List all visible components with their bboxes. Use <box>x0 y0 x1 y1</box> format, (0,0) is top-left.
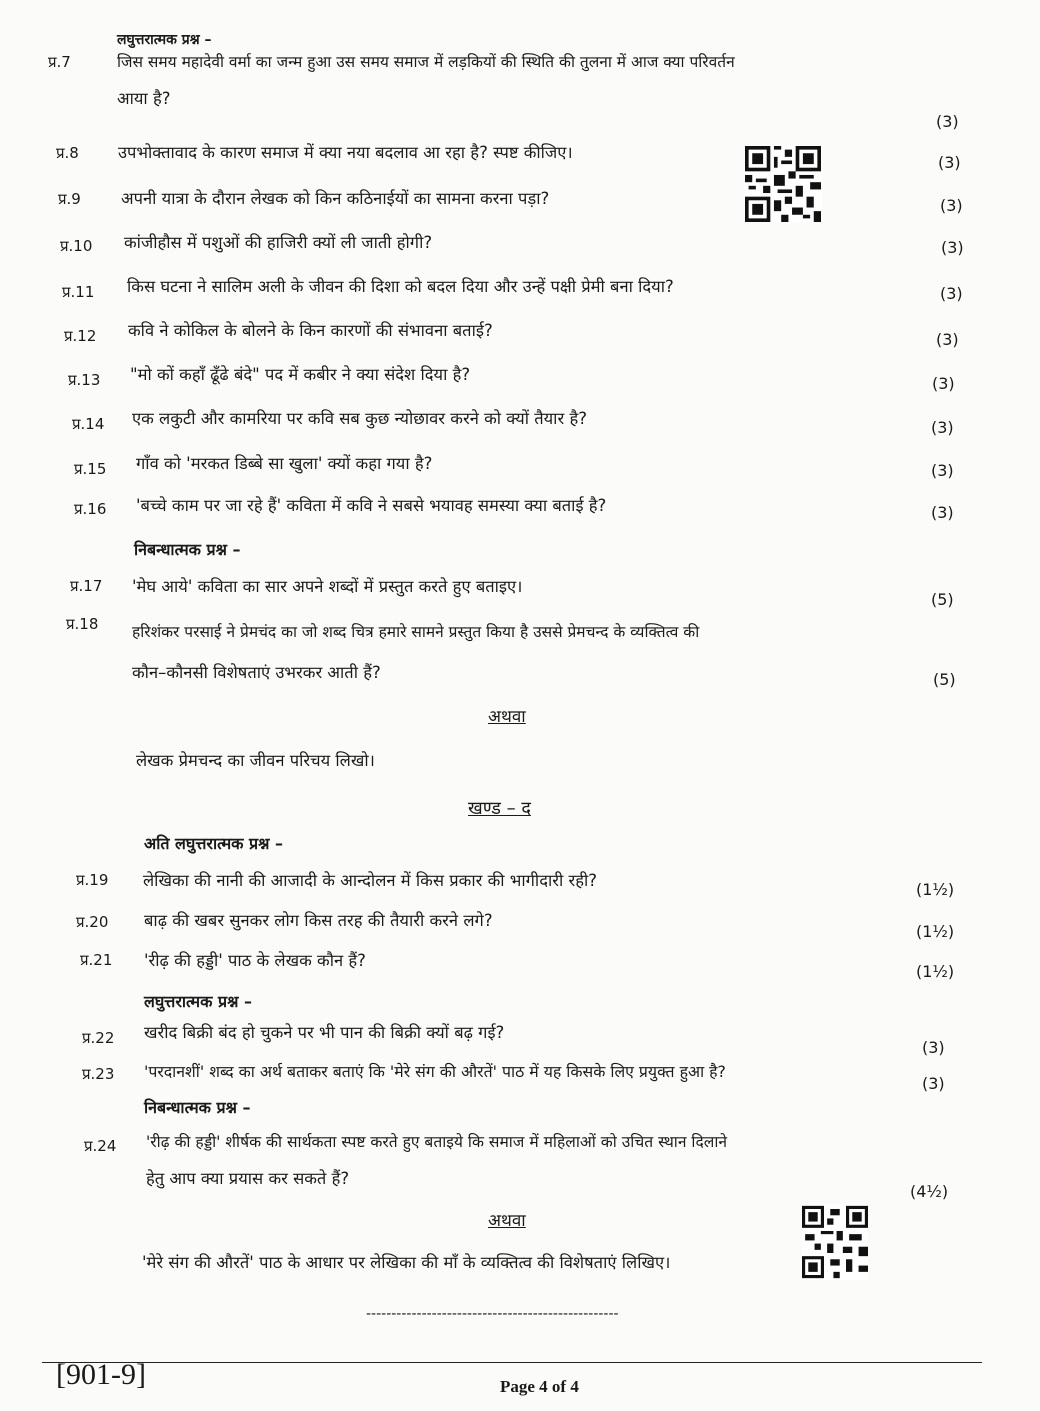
question-number: प्र.15 <box>74 460 107 478</box>
page-number: Page 4 of 4 <box>500 1377 579 1396</box>
question-number: प्र.16 <box>74 500 107 518</box>
qr-code-image <box>802 1204 868 1280</box>
question-marks: (3) <box>941 238 964 257</box>
question-text: "मो कों कहाँ ढूँढे बंदे" पद में कबीर ने क्या संदेश दिया है? <box>130 365 471 384</box>
paper-code: [901-9] <box>56 1358 146 1391</box>
question-number: प्र.24 <box>84 1137 117 1155</box>
question-text: किस घटना ने सालिम अली के जीवन की दिशा को बदल दिया और उन्हें पक्षी प्रेमी बना दिया? <box>127 277 674 296</box>
question-number: प्र.19 <box>76 871 109 889</box>
end-dash-line: -------------------------------------------------- <box>366 1306 619 1322</box>
question-marks: (1½) <box>916 880 955 899</box>
question-marks: (5) <box>931 590 954 609</box>
question-text: हेतु आप क्या प्रयास कर सकते हैं? <box>146 1169 350 1188</box>
section-heading-short-answer-2: लघुत्तरात्मक प्रश्न – <box>144 992 252 1011</box>
question-text: एक लकुटी और कामरिया पर कवि सब कुछ न्योछावर करने को क्यों तैयार है? <box>132 409 587 428</box>
question-marks: (3) <box>931 461 954 480</box>
question-number: प्र.20 <box>76 913 109 931</box>
question-text: 'परदानशीं' शब्द का अर्थ बताकर बताएं कि 'मेरे संग की औरतें' पाठ में यह किसके लिए प्रयुक्त हुआ है? <box>144 1062 726 1081</box>
or-heading: अथवा <box>488 707 526 727</box>
question-number: प्र.23 <box>82 1065 115 1083</box>
question-number: प्र.18 <box>66 615 99 633</box>
question-number: प्र.8 <box>56 144 79 162</box>
section-heading-essay-2: निबन्धात्मक प्रश्न – <box>144 1098 251 1117</box>
question-marks: (5) <box>933 670 956 689</box>
question-number: प्र.14 <box>72 415 105 433</box>
question-marks: (3) <box>922 1038 945 1057</box>
question-number: प्र.13 <box>68 371 101 389</box>
question-text: 'रीढ़ की हड्डी' शीर्षक की सार्थकता स्पष्ट करते हुए बताइये कि समाज में महिलाओं को उचित स्थान दिलाने <box>146 1133 728 1151</box>
question-text: गाँव को 'मरकत डिब्बे सा खुला' क्यों कहा गया है? <box>136 454 433 473</box>
or-heading: अथवा <box>488 1211 526 1231</box>
question-text: खरीद बिक्री बंद हो चुकने पर भी पान की बिक्री क्यों बढ़ गई? <box>144 1023 505 1042</box>
question-number: प्र.10 <box>60 237 93 255</box>
question-text: आया है? <box>117 89 171 108</box>
question-number: प्र.12 <box>64 327 97 345</box>
question-text: कांजीहौस में पशुओं की हाजिरी क्यों ली जाती होगी? <box>124 233 433 252</box>
question-text: उपभोक्तावाद के कारण समाज में क्या नया बदलाव आ रहा है? स्पष्ट कीजिए। <box>118 143 573 162</box>
question-marks: (3) <box>931 503 954 522</box>
question-marks: (3) <box>940 196 963 215</box>
question-marks: (3) <box>940 284 963 303</box>
section-heading-essay: निबन्धात्मक प्रश्न – <box>134 540 241 559</box>
question-text: हरिशंकर परसाई ने प्रेमचंद का जो शब्द चित्र हमारे सामने प्रस्तुत किया है उससे प्रेमचन्द के व्यक्तित्व की <box>132 623 700 641</box>
section-title-khand-d: खण्ड – द <box>468 798 531 819</box>
question-marks: (3) <box>936 330 959 349</box>
question-number: प्र.17 <box>70 577 103 595</box>
question-number: प्र.7 <box>48 53 71 71</box>
question-text: कौन–कौनसी विशेषताएं उभरकर आती हैं? <box>132 663 381 682</box>
question-marks: (3) <box>938 153 961 172</box>
question-text: 'बच्चे काम पर जा रहे हैं' कविता में कवि ने सबसे भयावह समस्या क्या बताई है? <box>136 496 607 515</box>
question-text: जिस समय महादेवी वर्मा का जन्म हुआ उस समय समाज में लड़कियों की स्थिति की तुलना में आज क्या परिवर्तन <box>117 53 735 71</box>
footer-rule <box>42 1362 982 1363</box>
question-marks: (4½) <box>910 1182 949 1201</box>
question-text: कवि ने कोकिल के बोलने के किन कारणों की संभावना बताई? <box>128 321 493 340</box>
alternative-question-text: लेखक प्रेमचन्द का जीवन परिचय लिखो। <box>136 751 375 770</box>
question-number: प्र.21 <box>80 951 113 969</box>
question-text: 'मेघ आये' कविता का सार अपने शब्दों में प्रस्तुत करते हुए बताइए। <box>132 577 523 596</box>
section-heading-short-answer: लघुत्तरात्मक प्रश्न – <box>117 32 212 48</box>
question-number: प्र.9 <box>58 190 81 208</box>
question-marks: (3) <box>936 112 959 131</box>
question-text: लेखिका की नानी की आजादी के आन्दोलन में किस प्रकार की भागीदारी रही? <box>143 871 598 890</box>
question-text: अपनी यात्रा के दौरान लेखक को किन कठिनाईयों का सामना करना पड़ा? <box>121 189 550 208</box>
question-number: प्र.11 <box>62 283 95 301</box>
question-text: बाढ़ की खबर सुनकर लोग किस तरह की तैयारी करने लगे? <box>144 911 493 930</box>
question-marks: (3) <box>932 374 955 393</box>
question-marks: (3) <box>931 418 954 437</box>
question-number: प्र.22 <box>82 1029 115 1047</box>
question-text: 'रीढ़ की हड्डी' पाठ के लेखक कौन हैं? <box>144 951 366 970</box>
question-marks: (1½) <box>916 962 955 981</box>
question-marks: (1½) <box>916 922 955 941</box>
section-heading-very-short: अति लघुत्तरात्मक प्रश्न – <box>144 834 284 853</box>
qr-code-image <box>744 146 822 222</box>
question-marks: (3) <box>922 1074 945 1093</box>
alternative-question-text: 'मेरे संग की औरतें' पाठ के आधार पर लेखिका की माँ के व्यक्तित्व की विशेषताएं लिखिए। <box>142 1253 671 1272</box>
